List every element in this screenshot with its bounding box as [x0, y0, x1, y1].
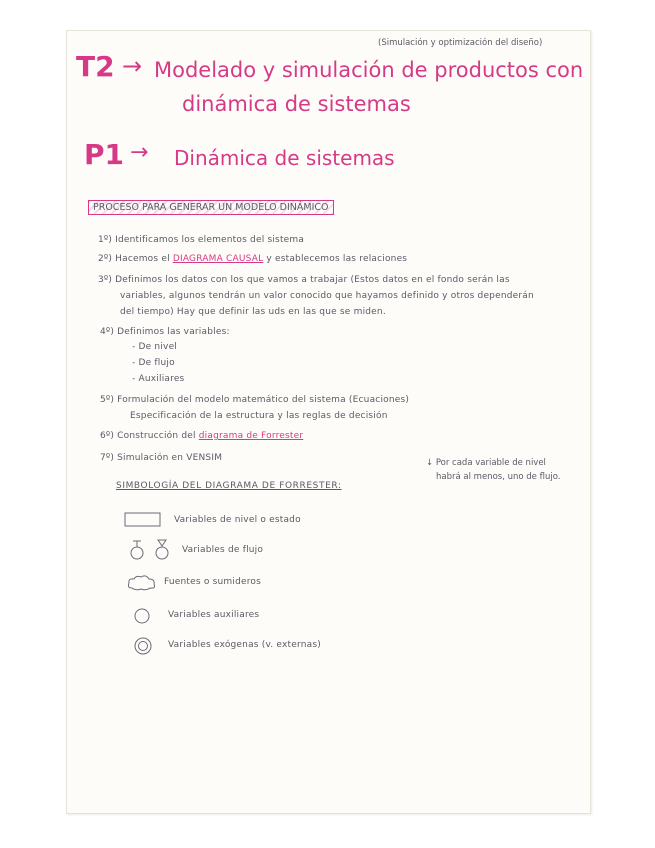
step-6	[100, 431, 303, 441]
step-3-line2: variables, algunos tendrán un valor conocido que hayamos definido y otros dependerán	[120, 291, 534, 301]
step-3-line1: 3º) Definimos los datos con los que vamos a trabajar (Estos datos en el fondo serán las	[98, 275, 510, 285]
step-5-line1: 5º) Formulación del modelo matemático del sistema (Ecuaciones)	[100, 395, 410, 405]
step-2-highlight: DIAGRAMA CAUSAL	[172, 254, 264, 264]
t2-title-line1: Modelado y simulación de productos con	[154, 58, 584, 82]
step-4-level: - De nivel	[132, 342, 178, 352]
symbol-label-aux: Variables auxiliares	[168, 610, 260, 620]
p1-code: P1	[84, 138, 125, 171]
step-2	[98, 254, 407, 264]
step-4: 4º) Definimos las variables:	[100, 327, 230, 337]
t2-code: T2	[76, 50, 115, 83]
symbol-label-sources: Fuentes o sumideros	[164, 577, 262, 587]
p1-title: Dinámica de sistemas	[174, 146, 395, 170]
p1-arrow-icon: →	[130, 140, 149, 165]
symbol-label-exogenous: Variables exógenas (v. externas)	[168, 640, 321, 650]
step-3-line3: del tiempo) Hay que definir las uds en las que se miden.	[120, 307, 386, 317]
step-6-highlight: diagrama de Forrester	[198, 431, 304, 441]
step-1: 1º) Identificamos los elementos del sistema	[98, 235, 305, 245]
rectangle-icon	[124, 512, 162, 528]
circle-icon	[132, 606, 152, 626]
step-7: 7º) Simulación en VENSIM	[100, 453, 223, 463]
symbol-label-flow: Variables de flujo	[182, 545, 264, 555]
t2-arrow-icon: →	[122, 52, 143, 80]
symbol-label-level: Variables de nivel o estado	[174, 515, 301, 525]
step-5-line2: Especificación de la estructura y las reglas de decisión	[130, 411, 388, 421]
cloud-icon	[126, 574, 158, 592]
step-2-prefix: 2º) Hacemos el	[98, 254, 173, 264]
step-4-flow: - De flujo	[132, 358, 175, 368]
side-note-line2: habrá al menos, uno de flujo.	[436, 472, 561, 482]
symbology-heading: SIMBOLOGÍA DEL DIAGRAMA DE FORRESTER:	[116, 481, 342, 491]
double-circle-icon	[132, 635, 154, 657]
valve-icon	[128, 538, 176, 562]
process-heading: PROCESO PARA GENERAR UN MODELO DINÁMICO	[88, 200, 334, 215]
header-note: (Simulación y optimización del diseño)	[378, 38, 543, 48]
step-6-prefix: 6º) Construcción del	[100, 431, 199, 441]
side-note-line1: ↓ Por cada variable de nivel	[426, 458, 546, 468]
step-4-aux: - Auxiliares	[132, 374, 185, 384]
t2-title-line2: dinámica de sistemas	[182, 92, 411, 116]
step-2-suffix: y establecemos las relaciones	[263, 254, 408, 264]
